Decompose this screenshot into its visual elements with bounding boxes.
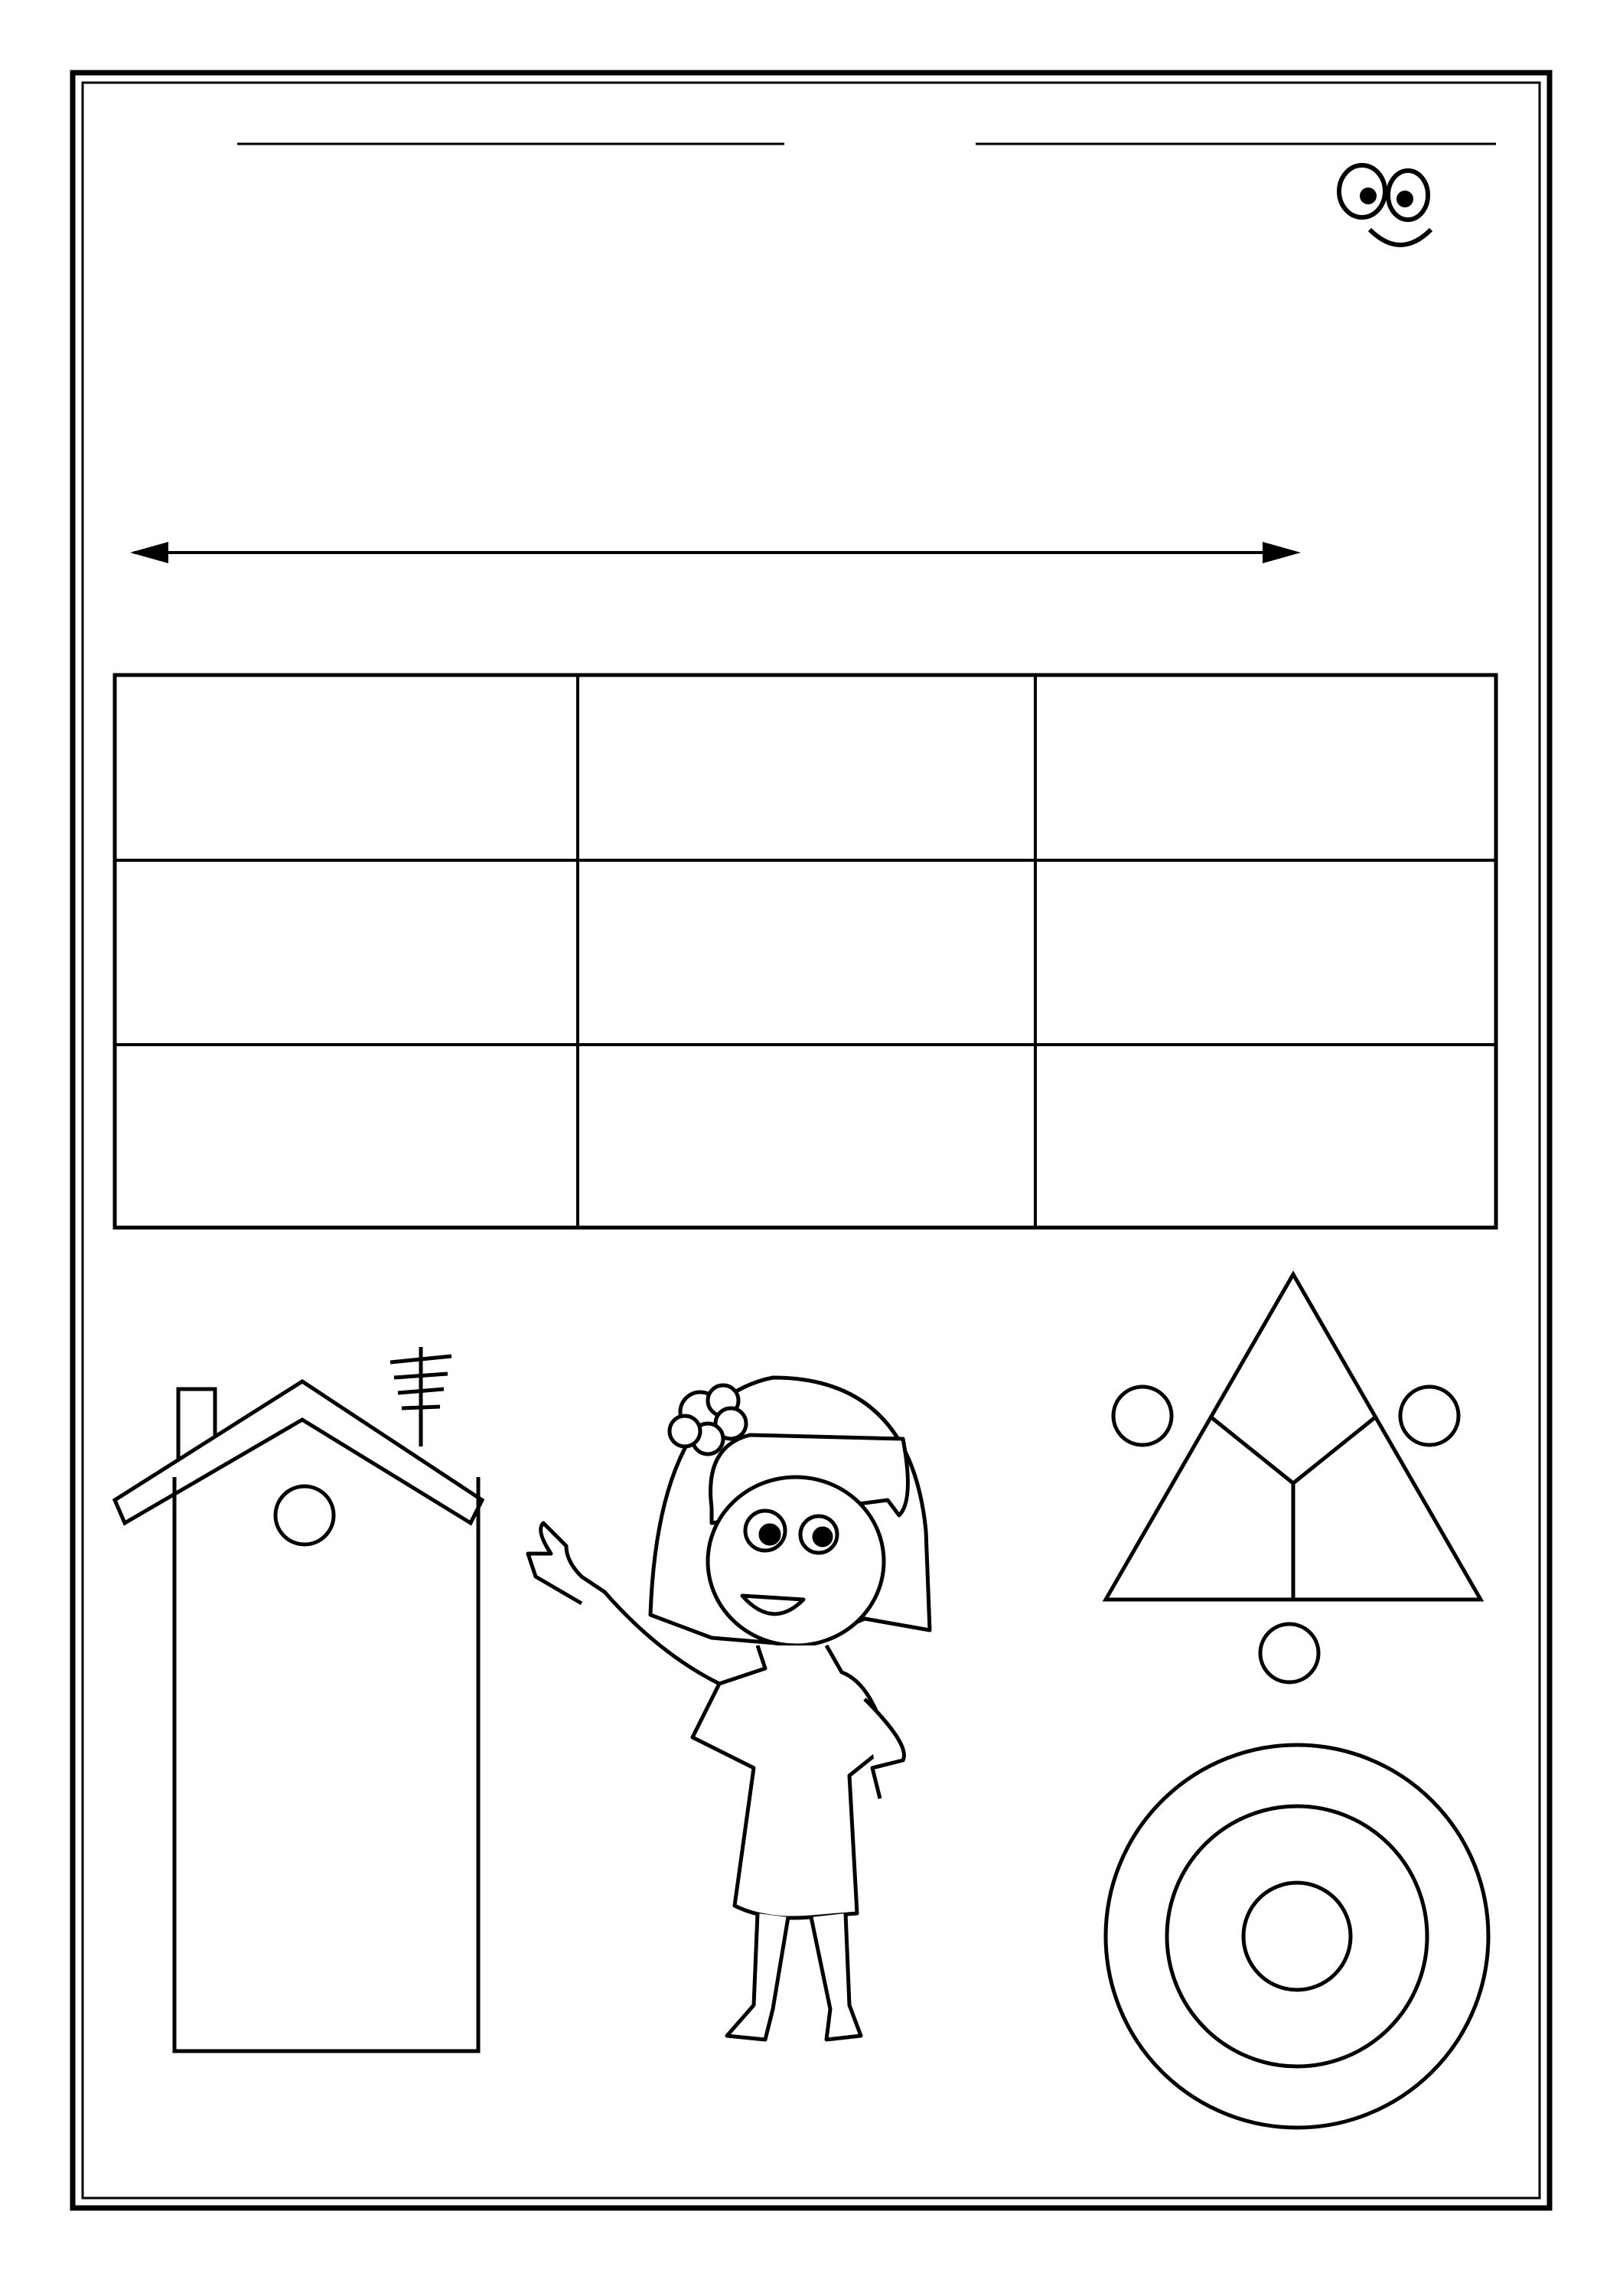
triangle-bottom-circle (1260, 1624, 1318, 1682)
number-wheel (1106, 1745, 1488, 2128)
house-roof-circle (275, 1486, 334, 1544)
triangle-left-circle (1113, 1387, 1172, 1445)
equation-table (115, 675, 1496, 1228)
mascot-eyes (1339, 165, 1431, 245)
number-triangle (1106, 1274, 1481, 1682)
seven-mascot-image (1339, 165, 1431, 245)
number-house (115, 1347, 482, 2051)
girl-illustration (528, 1378, 930, 2040)
number-line (130, 542, 1301, 563)
triangle-right-circle (1400, 1387, 1458, 1445)
